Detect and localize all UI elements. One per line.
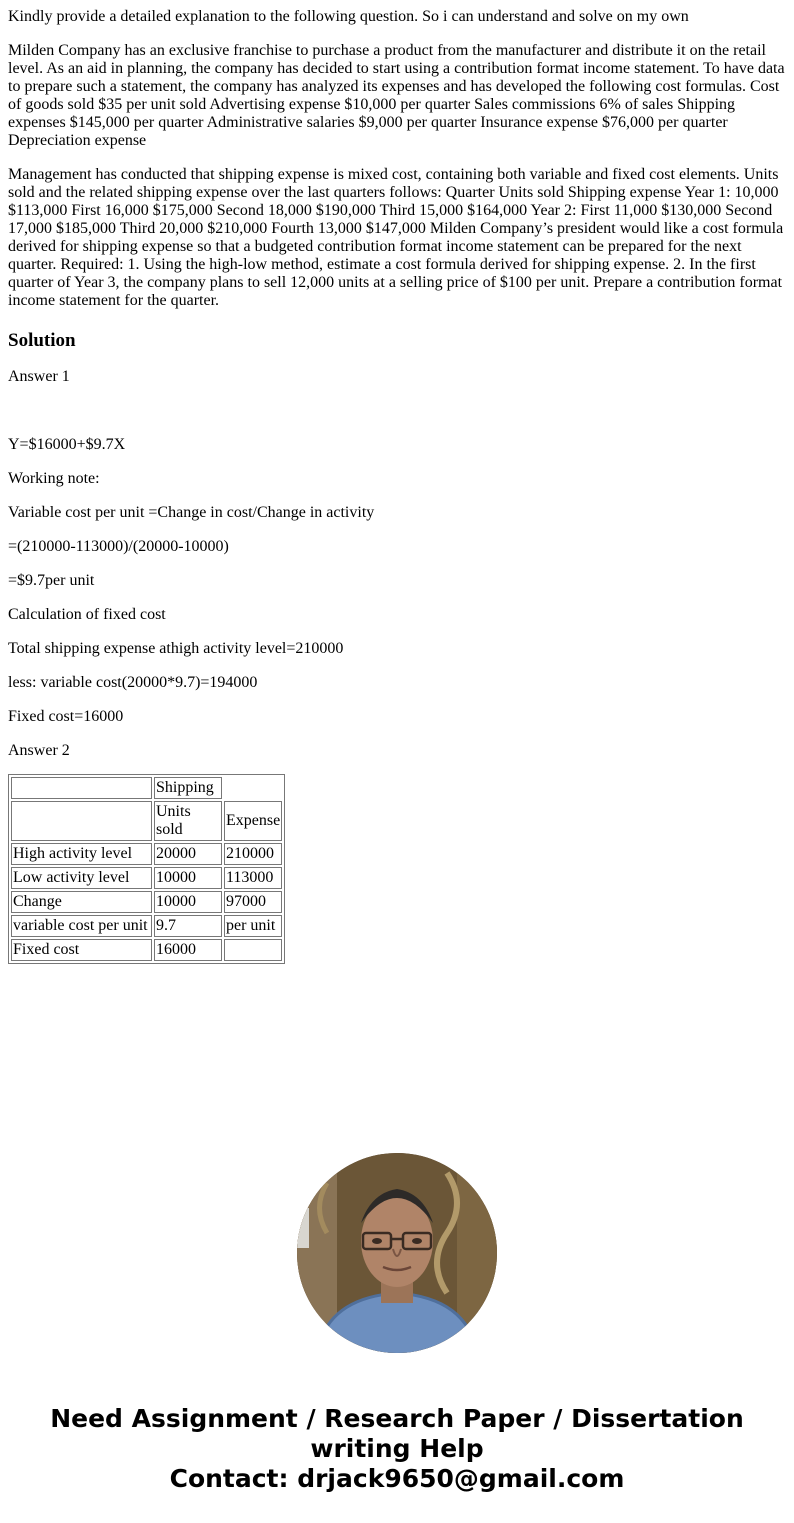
- footer-line-2: writing Help: [310, 1434, 484, 1463]
- total-high-activity: Total shipping expense athigh activity level=210000: [8, 640, 344, 657]
- table-cell: [11, 777, 152, 799]
- solution-heading: Solution: [8, 330, 76, 351]
- question-paragraph-1: Milden Company has an exclusive franchise to purchase a product from the manufacturer and distribute it on the retail level. As an aid in planning, the company has decided to start using a contribution format income statement. To have data to prepare such a statement, the company has analyzed its expenses and has developed the following cost formulas. Cost of goods sold $35 per unit sold Advertising expense $10,000 per quarter Sales commissions 6% of sales Shipping expenses $145,000 per quarter Administrative salaries $9,000 per quarter Insurance expense $76,000 per quarter Depreciation expense: [8, 42, 785, 149]
- working-note-label: Working note:: [8, 470, 100, 487]
- variable-cost-calculation: =(210000-113000)/(20000-10000): [8, 538, 229, 555]
- table-row: [11, 915, 282, 937]
- answer1-label: Answer 1: [8, 368, 70, 385]
- author-avatar: [297, 1153, 497, 1353]
- question-paragraph-2: Management has conducted that shipping expense is mixed cost, containing both variable and fixed cost elements. Units sold and the related shipping expense over the last quarters follows: Quarter Units sold Shipping expense Year 1: 10,000 $113,000 First 16,000 $175,000 Second 18,000 $190,000 Third 15,000 $164,000 Year 2: First 11,000 $130,000 Second 17,000 $185,000 Third 20,000 $210,000 Fourth 13,000 $147,000 Milden Company’s president would like a cost formula derived for shipping expense so that a budgeted contribution format income statement can be prepared for the next quarter. Required: 1. Using the high-low method, estimate a cost formula derived for shipping expense. 2. In the first quarter of Year 3, the company plans to sell 12,000 units at a selling price of $100 per unit. Prepare a contribution format income statement for the quarter.: [8, 166, 784, 309]
- table-cell: 97000: [224, 891, 282, 913]
- question-intro: Kindly provide a detailed explanation to the following question. So i can understand and solve on my own: [8, 8, 689, 25]
- table-cell: 20000: [154, 843, 222, 865]
- table-cell: 9.7: [154, 915, 222, 937]
- table-cell: Shipping: [154, 777, 222, 799]
- table-row: [11, 867, 282, 889]
- table-row: [11, 891, 282, 913]
- table-cell: 10000: [154, 891, 222, 913]
- high-low-table: [8, 774, 285, 964]
- blank-line: [8, 402, 786, 436]
- fixed-cost-heading: Calculation of fixed cost: [8, 606, 166, 623]
- table-cell: variable cost per unit: [11, 915, 152, 937]
- variable-cost-definition: Variable cost per unit =Change in cost/Change in activity: [8, 504, 375, 521]
- table-row: [11, 939, 282, 961]
- footer-contact: Contact: drjack9650@gmail.com: [169, 1464, 625, 1493]
- table-row: [11, 843, 282, 865]
- table-cell: Change: [11, 891, 152, 913]
- table-header-row: [11, 777, 282, 799]
- table-cell: Low activity level: [11, 867, 152, 889]
- table-cell: 210000: [224, 843, 282, 865]
- table-cell: 113000: [224, 867, 282, 889]
- less-variable-cost: less: variable cost(20000*9.7)=194000: [8, 674, 258, 691]
- variable-cost-result: =$9.7per unit: [8, 572, 95, 589]
- table-cell: per unit: [224, 915, 282, 937]
- table-cell: High activity level: [11, 843, 152, 865]
- promo-footer: [0, 1404, 794, 1494]
- fixed-cost-result: Fixed cost=16000: [8, 708, 124, 725]
- table-cell: [11, 801, 152, 841]
- cost-formula: Y=$16000+$9.7X: [8, 436, 126, 453]
- table-cell: Expense: [224, 801, 282, 841]
- table-header-row: [11, 801, 282, 841]
- answer2-label: Answer 2: [8, 742, 70, 759]
- table-cell: 10000: [154, 867, 222, 889]
- table-cell: [224, 939, 282, 961]
- table-cell: 16000: [154, 939, 222, 961]
- table-cell: Fixed cost: [11, 939, 152, 961]
- avatar-portrait-image: [297, 1153, 497, 1353]
- footer-line-1: Need Assignment / Research Paper / Dissertation: [50, 1404, 744, 1433]
- table-cell: [224, 777, 282, 799]
- table-cell: Units sold: [154, 801, 222, 841]
